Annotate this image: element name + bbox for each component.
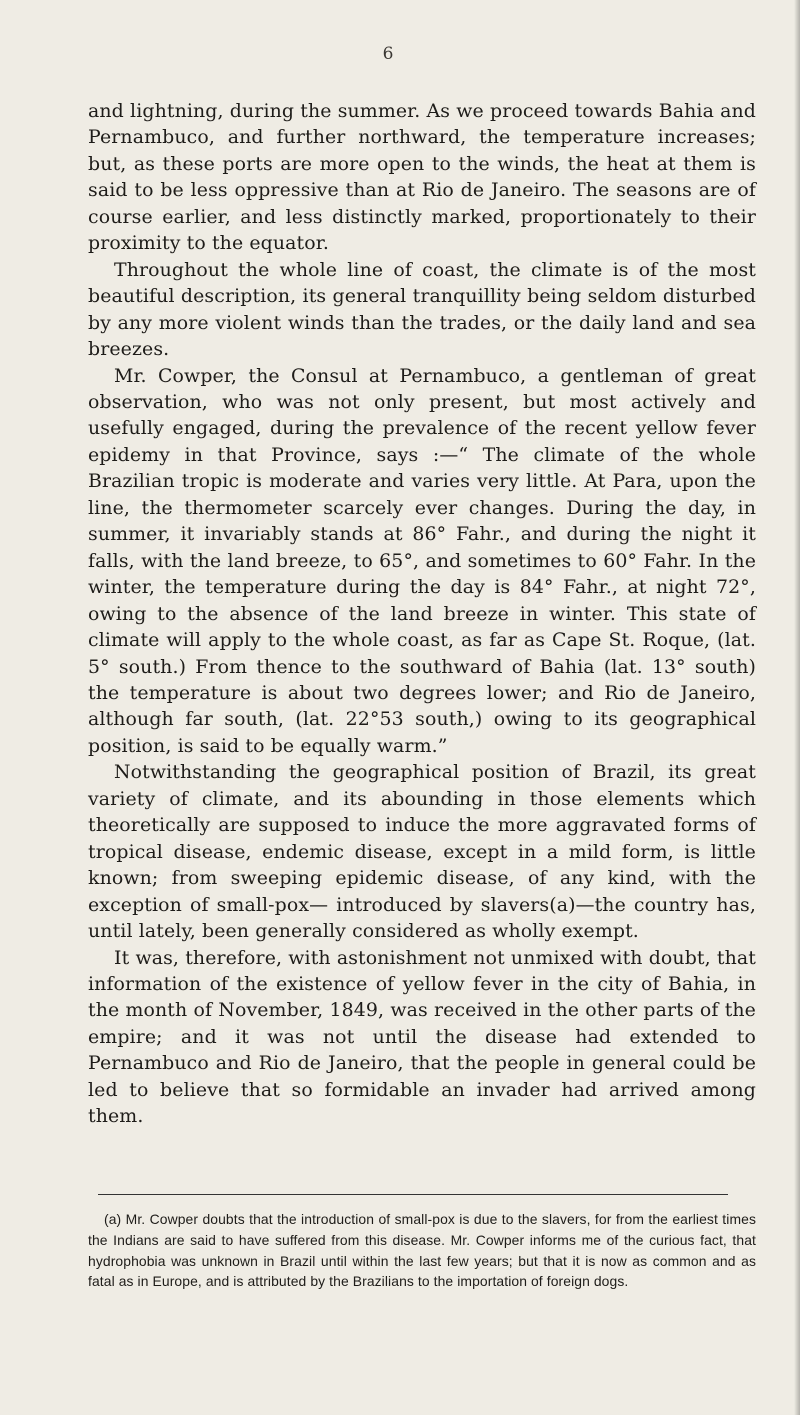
footnote <box>88 1209 756 1292</box>
paragraph-cowper-quote: Mr. Cowper, the Consul at Pernambuco, a gentleman of great observation, who was not only present, but most actively and usefully engaged, during the prevalence of the recent yellow fever epidemy in that Province, says :—“ The climate of the whole Brazilian tropic is moderate and varies very little. At Para, upon the line, the thermometer scarcely ever changes. During the day, in summer, it invariably stands at 86° Fahr., and during the night it falls, with the land breeze, to 65°, and sometimes to 60° Fahr. In the winter, the temperature during the day is 84° Fahr., at night 72°, owing to the absence of the land breeze in winter. This state of climate will apply to the whole coast, as far as Cape St. Roque, (lat. 5° south.) From thence to the southward of Bahia (lat. 13° south) the temperature is about two degrees lower; and Rio de Janeiro, although far south, (lat. 22°53 south,) owing to its geographical position, is said to be equally warm.” <box>88 364 756 757</box>
paragraph-continuation: and lightning, during the summer. As we proceed towards Bahia and Pernambuco, and further northward, the temperature increases; but, as these ports are more open to the winds, the heat at them is said to be less oppressive than at Rio de Janeiro. The seasons are of course earlier, and less distinctly marked, proportionately to their proximity to the equator. <box>88 100 756 255</box>
footnote-text: (a) Mr. Cowper doubts that the introduction of small-pox is due to the slavers, for from the earliest times the Indians are said to have suffered from this disease. Mr. Cowper informs me of the curious fact, that hydrophobia was unknown in Brazil until within the last few years; but that it is now as common and as fatal as in Europe, and is attributed by the Brazilians to the importation of foreign dogs. <box>88 1211 756 1290</box>
paragraph-coast-climate: Throughout the whole line of coast, the climate is of the most beautiful description, its general tranquillity being seldom disturbed by any more violent winds than the trades, or the daily land and sea breezes. <box>88 258 756 361</box>
body-text <box>88 98 756 1130</box>
footnote-divider <box>98 1194 728 1195</box>
page-number: 6 <box>382 44 394 64</box>
paragraph-endemic-disease: Notwithstanding the geographical position of Brazil, its great variety of climate, and its abounding in those elements which theoretically are supposed to induce the more aggravated forms of tropical disease, endemic disease, except in a mild form, is little known; from sweeping epidemic disease, of any kind, with the exception of small-pox— introduced by slavers(a)—the country has, until lately, been generally considered as wholly exempt. <box>88 761 756 943</box>
page-edge-shadow <box>794 0 800 1415</box>
paragraph-yellow-fever-bahia: It was, therefore, with astonishment not unmixed with doubt, that information of the existence of yellow fever in the city of Bahia, in the month of November, 1849, was received in the other parts of the empire; and it was not until the disease had extended to Pernambuco and Rio de Janeiro, that the people in general could be led to believe that so formidable an invader had arrived among them. <box>88 946 756 1128</box>
